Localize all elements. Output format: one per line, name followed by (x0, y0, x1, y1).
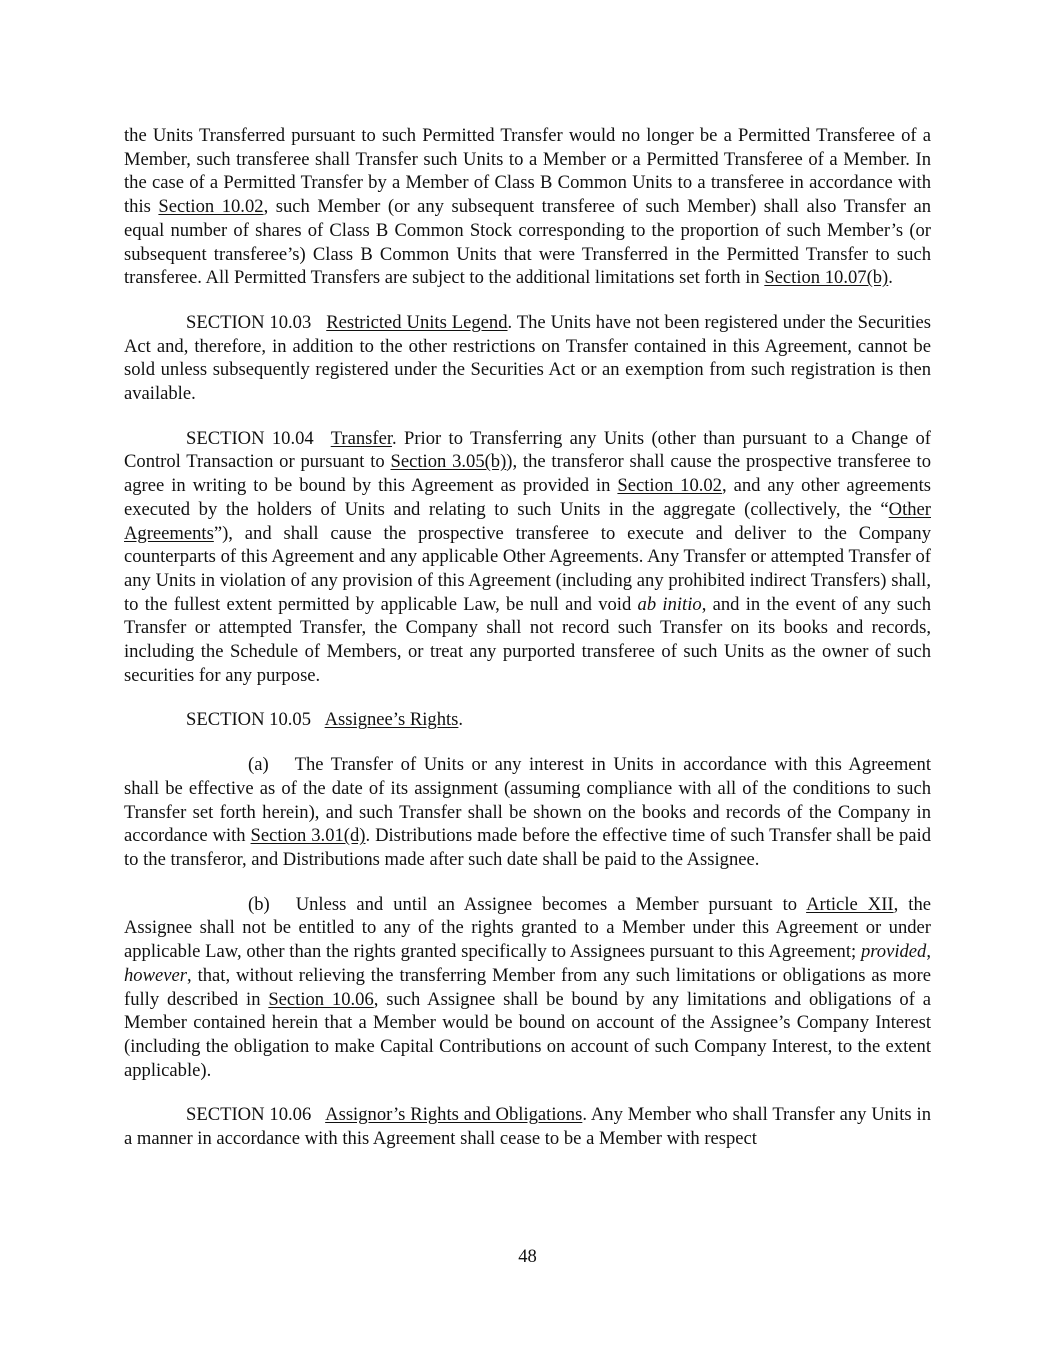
section-title: Transfer (330, 427, 393, 449)
section-ref: Section 10.02 (158, 196, 264, 218)
section-ref: Section 3.05(b) (390, 451, 507, 473)
section-ref: Section 10.07(b) (764, 267, 889, 289)
defined-term: Other Agreements (124, 498, 931, 544)
section-ref: Section 10.06 (268, 988, 374, 1010)
section-10-05: SECTION 10.05 Assignee’s Rights. (186, 709, 464, 731)
section-title: Assignee’s Rights (324, 709, 459, 731)
subsection-label: (b) (248, 893, 270, 915)
paragraph-continuation: the Units Transferred pursuant to such Permitted Transfer would no longer be a Permitted Transferee of a Member, such transferee shall Transfer such Units to a Member or a Permitted Transferee of a Member. In the case of a Permitted Transfer by a Member of Class B Common Units to a transferee in accordance with this Section 10.02, such Member (or any subsequent transferee of such Member) shall also Transfer an equal number of shares of Class B Common Stock corresponding to the proportion of such Member’s (or subsequent transferee’s) Class B Common Units that were Transferred in the Permitted Transfer to such transferee. All Permitted Transfers are subject to the additional limitations set forth in Section 10.07(b). (124, 125, 932, 289)
italic-term: ab initio (637, 593, 702, 615)
section-ref: Section 10.02 (617, 475, 722, 497)
section-title: Restricted Units Legend (326, 311, 508, 333)
section-ref: Section 3.01(d) (250, 825, 366, 847)
italic-term: provided (860, 941, 927, 963)
section-10-03: SECTION 10.03 Restricted Units Legend. The Units have not been registered under the Securities Act and, therefore, in addition to the other restrictions on Transfer contained in this Agreement, cannot be sold unless subsequently registered under the Securities Act or an exemption from such registration is then available. (124, 311, 932, 405)
italic-term: however (124, 964, 187, 986)
section-label: SECTION 10.04 (186, 427, 314, 449)
article-ref: Article XII (806, 893, 894, 915)
section-10-06: SECTION 10.06 Assignor’s Rights and Obligations. Any Member who shall Transfer any Units in a manner in accordance with this Agreement shall cease to be a Member with respect (124, 1104, 931, 1150)
section-label: SECTION 10.06 (186, 1104, 312, 1126)
subsection-label: (a) (248, 754, 269, 776)
section-10-05-a: (a) The Transfer of Units or any interest in Units in accordance with this Agreement shall be effective as of the date of its assignment (assuming compliance with all of the conditions to such Transfer set forth herein), and such Transfer shall be shown on the books and records of the Company in accordance with Section 3.01(d). Distributions made before the effective time of such Transfer shall be paid to the transferor, and Distributions made after such date shall be paid to the Assignee. (124, 754, 931, 870)
section-title: Assignor’s Rights and Obligations (325, 1104, 583, 1126)
document-page (124, 124, 931, 1172)
section-10-05-b: (b) Unless and until an Assignee becomes a Member pursuant to Article XII, the Assignee shall not be entitled to any of the rights granted to a Member under this Agreement or under applicable Law, other than the rights granted specifically to Assignees pursuant to this Agreement; provided, however, that, without relieving the transferring Member from any such limitations or obligations as more fully described in Section 10.06, such Assignee shall be bound by any limitations and obligations of a Member contained herein that a Member would be bound on account of the Assignee’s Company Interest (including the obligation to make Capital Contributions on account of such Company Interest, to the extent applicable). (124, 893, 931, 1081)
section-label: SECTION 10.03 (186, 311, 312, 333)
page-number: 48 (518, 1246, 537, 1267)
section-label: SECTION 10.05 (186, 709, 311, 731)
section-10-04: SECTION 10.04 Transfer. Prior to Transferring any Units (other than pursuant to a Change of Control Transaction or pursuant to Section 3.05(b)), the transferor shall cause the prospective transferee to agree in writing to be bound by this Agreement as provided in Section 10.02, and any other agreements executed by the holders of Units and relating to such Units in the aggregate (collectively, the “Other Agreements”), and shall cause the prospective transferee to execute and deliver to the Company counterparts of this Agreement and any applicable Other Agreements. Any Transfer or attempted Transfer of any Units in violation of any provision of this Agreement (including any prohibited indirect Transfers) shall, to the fullest extent permitted by applicable Law, be null and void ab initio, and in the event of any such Transfer or attempted Transfer, the Company shall not record such Transfer on its books and records, including the Schedule of Members, or treat any purported transferee of such Units as the owner of such securities for any purpose. (124, 427, 932, 686)
